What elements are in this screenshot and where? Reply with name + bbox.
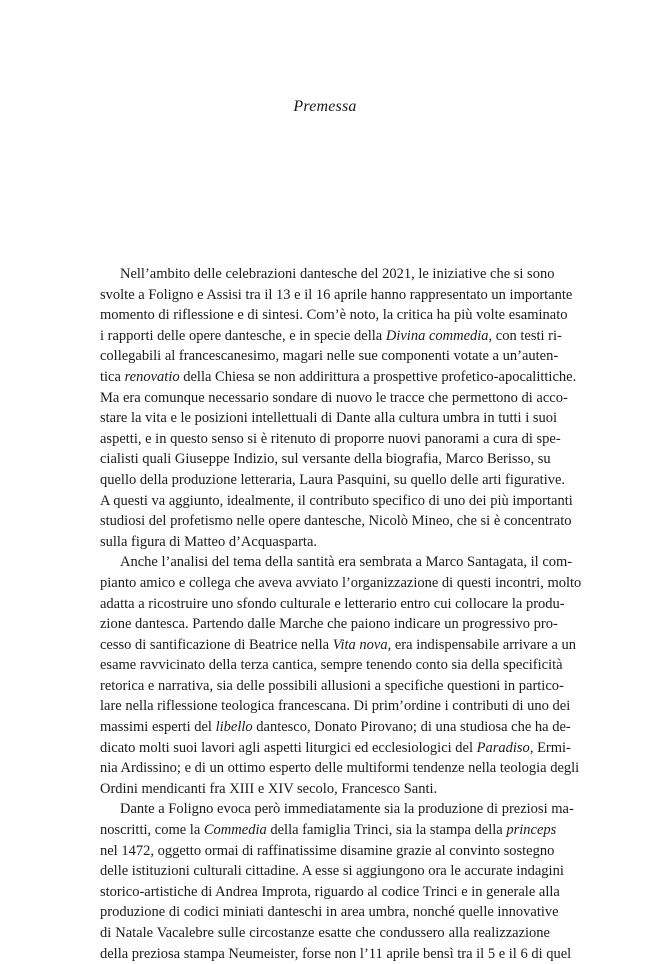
text-line — [100, 388, 568, 409]
text-line — [100, 491, 573, 512]
text-segment: i rapporti delle opere dantesche, e in specie della — [100, 327, 386, 344]
text-line — [100, 264, 555, 285]
text-line — [100, 449, 550, 470]
text-segment: A questi va aggiunto, idealmente, il contributo specifico di uno dei più importanti — [100, 492, 573, 509]
text-line — [100, 841, 555, 862]
text-line — [100, 511, 572, 532]
text-line — [100, 758, 580, 779]
italic-text: renovatio — [124, 368, 180, 385]
text-segment: delle istituzioni culturali cittadine. A esse si aggiungono ora le accurate indagini — [100, 863, 564, 880]
text-line — [100, 861, 564, 882]
text-line — [100, 882, 560, 903]
text-line — [100, 614, 558, 635]
text-line — [100, 346, 559, 367]
text-line — [100, 799, 574, 820]
text-line — [100, 635, 577, 656]
text-segment: collegabili al francescanesimo, magari nelle sue componenti votate a un’auten- — [100, 348, 559, 365]
text-line — [100, 923, 550, 944]
text-line — [100, 470, 566, 491]
text-line — [100, 944, 572, 964]
text-segment: studiosi del profetismo nelle opere dantesche, Nicolò Mineo, che si è concentrato — [100, 513, 572, 530]
text-segment: quello della produzione letteraria, Laura Pasquini, su quello delle arti figurative. — [100, 471, 566, 488]
text-segment: retorica e narrativa, sia delle possibili allusioni a specifiche questioni in partico- — [100, 677, 564, 694]
text-segment: esame ravvicinato della terza cantica, sempre tenendo conto sia della specificità — [100, 657, 563, 674]
text-segment: della preziosa stampa Neumeister, forse non l’11 aprile bensì tra il 5 e il 6 di quel — [100, 945, 572, 962]
text-line — [100, 305, 568, 326]
text-segment: Anche l’analisi del tema della santità era sembrata a Marco Santagata, il com- — [120, 554, 573, 571]
text-segment: dantesco, Donato Pirovano; di una studiosa che ha de- — [252, 719, 571, 736]
text-segment: , era indispensabile arrivare a un — [387, 636, 577, 653]
text-segment: Dante a Foligno evoca però immediatamente sia la produzione di preziosi ma- — [120, 801, 574, 818]
text-segment: zione dantesca. Partendo dalle Marche che paiono indicare un progressivo pro- — [100, 616, 558, 633]
text-line — [100, 532, 550, 553]
text-segment: di Natale Vacalebre sulle circostanze esatte che condussero alla realizzazione — [100, 925, 550, 941]
text-line — [100, 573, 582, 594]
text-segment: tica — [100, 368, 125, 385]
body-text — [100, 264, 582, 964]
text-line — [100, 820, 557, 841]
text-segment: Ordini mendicanti fra XIII e XIV secolo, Francesco Santi. — [100, 780, 438, 797]
text-segment: cesso di santificazione di Beatrice nella — [100, 636, 333, 653]
text-segment: stare la vita e le posizioni intellettuali di Dante alla cultura umbra in tutti i suoi — [100, 410, 558, 427]
text-line — [100, 594, 565, 615]
text-segment: cialisti quali Giuseppe Indizio, sul versante della biografia, Marco Berisso, su — [100, 451, 551, 468]
text-segment: della famiglia Trinci, sia la stampa della — [266, 822, 507, 839]
text-segment: noscritti, come la — [100, 822, 204, 839]
text-segment: svolte a Foligno e Assisi tra il 13 e il 16 aprile hanno rappresentato un importante — [100, 286, 573, 303]
text-segment: adatta a ricostruire uno sfondo culturale e letterario entro cui collocare la produ- — [100, 595, 565, 612]
text-segment: pianto amico e collega che aveva avviato l’organizzazione di questi incontri, molto — [100, 574, 582, 591]
italic-text: Paradiso — [476, 739, 530, 756]
text-segment: aspetti, e in questo senso si è ritenuto di proporre nuovi panorami a cura di spe- — [100, 430, 561, 447]
text-line — [100, 717, 571, 738]
text-segment: dicato molti suoi lavori agli aspetti liturgici ed ecclesiologici del — [100, 739, 477, 756]
text-segment: produzione di codici miniati danteschi in area umbra, nonché quelle innovative — [100, 904, 559, 921]
text-line — [100, 676, 564, 697]
text-line — [100, 408, 558, 429]
text-segment: nel 1472, oggetto ormai di raffinatissime disamine grazie al convinto sostegno — [100, 842, 555, 859]
italic-text: princeps — [506, 822, 557, 839]
text-line — [100, 779, 550, 800]
text-segment: storico-artistiche di Andrea Improta, riguardo al codice Trinci e in generale alla — [100, 883, 560, 900]
text-line — [100, 552, 573, 573]
text-line — [100, 326, 562, 347]
text-segment: Ma era comunque necessario sondare di nuovo le tracce che permettono di acco- — [100, 389, 568, 406]
page-title: Premessa — [293, 98, 357, 115]
text-line — [100, 738, 571, 759]
italic-text: libello — [215, 719, 253, 736]
italic-text: Vita nova — [332, 636, 388, 653]
text-segment: massimi esperti del — [100, 719, 216, 736]
text-line — [100, 429, 561, 450]
text-segment: nia Ardissino; e di un ottimo esperto delle multiformi tendenze nella teologia degli — [100, 760, 580, 777]
italic-text: Commedia — [203, 822, 267, 839]
italic-text: Divina commedia — [385, 327, 489, 344]
text-segment: lare nella riflessione teologica francescana. Di prim’ordine i contributi di uno dei — [100, 698, 571, 715]
text-segment: momento di riflessione e di sintesi. Com’è noto, la critica ha più volte esaminato — [100, 307, 568, 324]
text-line — [100, 902, 559, 923]
text-segment: sulla figura di Matteo d’Acquasparta. — [100, 533, 318, 550]
text-segment: della Chiesa se non addirittura a prospettive profetico-apocalittiche. — [179, 368, 577, 385]
text-line — [100, 367, 577, 388]
text-line — [100, 696, 571, 717]
text-segment: , con testi ri- — [488, 327, 562, 344]
text-line — [100, 285, 573, 306]
text-segment: Nell’ambito delle celebrazioni dantesche del 2021, le iniziative che si sono — [120, 266, 555, 282]
text-segment: , Ermi- — [529, 739, 571, 756]
text-line — [100, 655, 563, 676]
